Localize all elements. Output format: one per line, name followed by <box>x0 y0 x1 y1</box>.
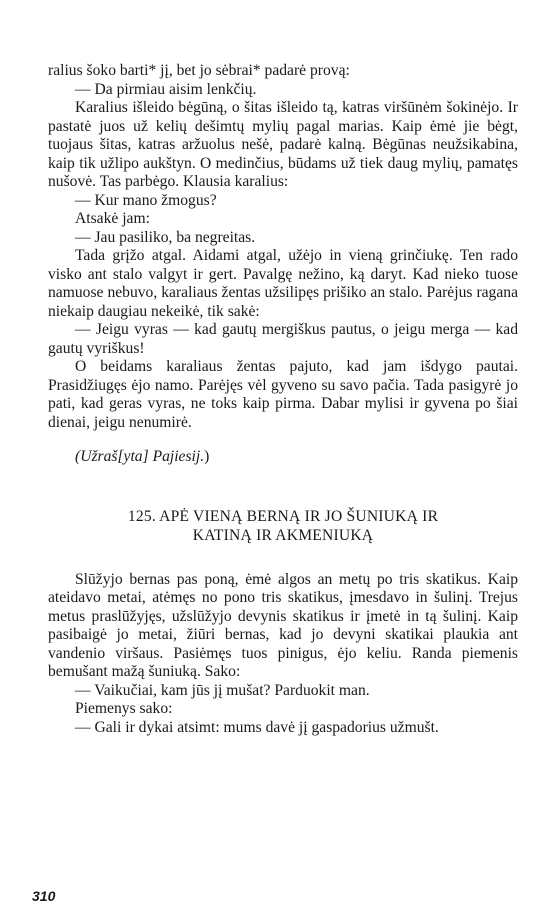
chapter-title-line-2: KATINĄ IR AKMENIUKĄ <box>192 526 374 544</box>
attribution-part-2: Pajiesij. <box>152 448 205 465</box>
story-ending-section <box>48 62 518 432</box>
dialogue-line: — Jau pasiliko, ba negreitas. <box>75 228 256 246</box>
attribution-close: ) <box>204 448 210 465</box>
paragraph: Atsakė jam: <box>75 210 150 227</box>
paragraph: O beidams karaliaus žentas pajuto, kad jam išdygo pautai. Prasidžiugęs ėjo namo. Parėjęs vėl gyveno su savo pačia. Tada pasigyrė jo pati, kad geras vyras, ne toks kaip pirma. Dabar mylisi ir gyvena po šiai dienai, jeigu nenumirė. <box>48 358 518 431</box>
attribution-part-1: (Užraš[yta] <box>75 448 149 465</box>
dialogue-line: — Da pirmiau aisim lenkčių. <box>75 80 257 98</box>
paragraph: Karalius išleido bėgūną, o šitas išleido tą, katras viršūnėm šokinėjo. Ir pastatė juos už kelių dešimtų mylių pagal marias. Kaip ėmė jie bėgt, tuojaus šitas, katras aržuolus nešė, padarė kalną. Bėgūnas neužsikabina, kaip tik užlipo aukštyn. O medinčius, būdams už tiek daug mylių, pamatęs nušovė. Tas parbėgo. Klausia karalius: <box>48 99 518 190</box>
dialogue-line: — Gali ir dykai atsimt: mums davė jį gaspadorius užmušt. <box>75 718 439 736</box>
source-attribution <box>48 448 518 467</box>
chapter-title-line-1: 125. APĖ VIENĄ BERNĄ IR JO ŠUNIUKĄ IR <box>127 507 439 525</box>
chapter-title <box>48 507 518 545</box>
chapter-body-section <box>48 571 518 738</box>
dialogue-line: — Kur mano žmogus? <box>75 191 217 209</box>
paragraph: ralius šoko barti* jį, bet jo sėbrai* padarė provą: <box>48 62 350 79</box>
paragraph: Piemenys sako: <box>75 700 173 717</box>
page-number: 310 <box>32 888 56 904</box>
paragraph: Tada grįžo atgal. Aidami atgal, užėjo in vieną grinčiukę. Ten rado visko ant stalo valgyt ir gert. Pavalgę nežino, ką daryt. Kad nieko tuose namuose nebuvo, karaliaus žentas užsilipęs prišiko an stalo. Parėjus ragana niekaip daugiau nekeikė, tik sakė: <box>48 247 518 320</box>
page-text-body <box>48 62 518 737</box>
paragraph: Slūžyjo bernas pas poną, ėmė algos an metų po tris skatikus. Kaip ateidavo metai, atėmęs no pono tris skatikus, įmesdavo in šulinį. Trejus metus praslūžyjęs, užslūžyjo devynis skatikus ir įmetė in tą šulinį. Kaip pasibaigė jo metai, žiūri bernas, kad jo devyni skatikai plaukia ant vandenio viršaus. Pasiėmęs tuos pinigus, ėjo keliu. Randa piemenis bemušant mažą šuniuką. Sako: <box>48 570 518 680</box>
dialogue-line: — Jeigu vyras — kad gautų mergiškus pautus, o jeigu merga — kad gautų vyriškus! <box>48 321 518 357</box>
dialogue-line: — Vaikučiai, kam jūs jį mušat? Parduokit man. <box>75 681 370 699</box>
